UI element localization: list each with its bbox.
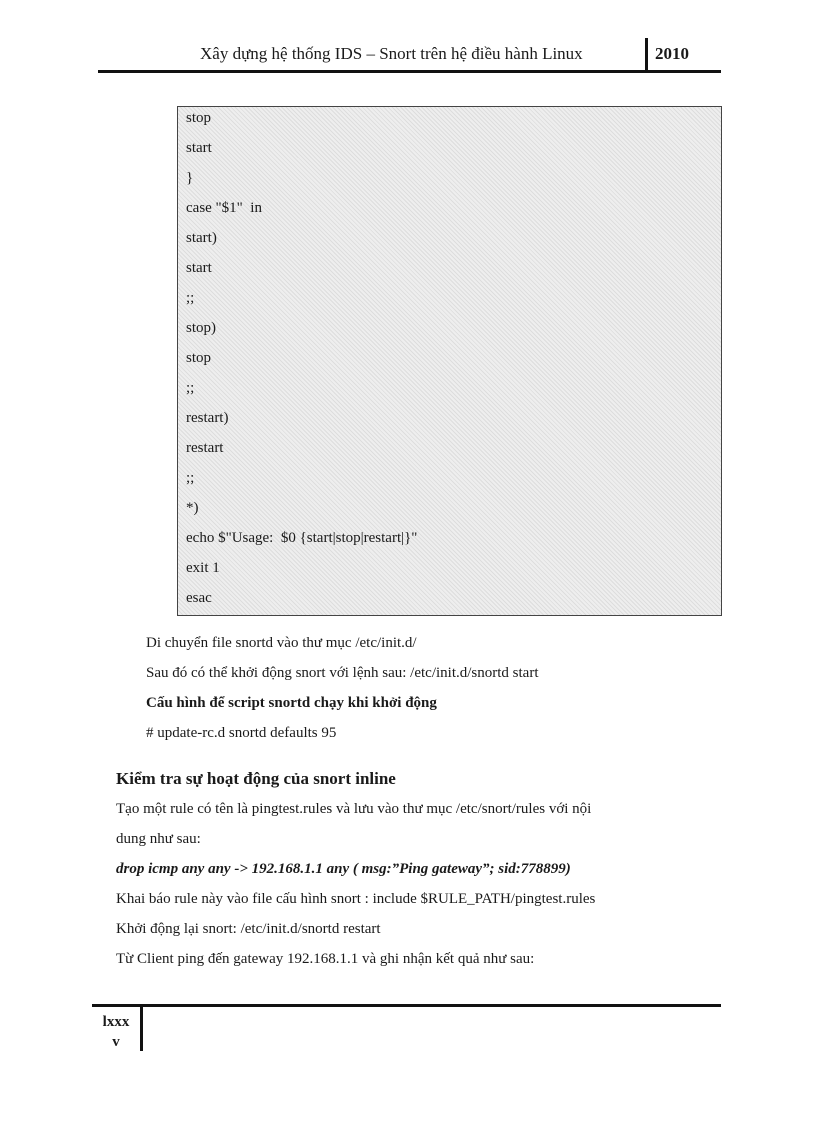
code-line: esac [186,590,212,606]
code-line: case "$1" in [186,200,262,216]
code-line: restart [186,440,224,456]
header-year: 2010 [655,44,689,63]
restart-text: Khởi động lại snort: /etc/init.d/snortd restart [116,921,381,937]
code-line: } [186,170,194,186]
declare-rule-text: Khai báo rule này vào file cấu hình snort : include $RULE_PATH/pingtest.rules [116,891,596,907]
header-separator [645,38,648,72]
header-title: Xây dựng hệ thống IDS – Snort trên hệ điều hành Linux [200,44,583,63]
ping-text: Từ Client ping đến gateway 192.168.1.1 và ghi nhận kết quả như sau: [116,951,535,967]
section-heading: Kiểm tra sự hoạt động của snort inline [116,769,396,788]
intro-text-line1: Tạo một rule có tên là pingtest.rules và lưu vào thư mục /etc/snort/rules với nội [116,801,592,817]
footer-separator [140,1005,143,1051]
page-number-line2: v [112,1034,120,1050]
code-line: ;; [186,470,195,486]
code-line: *) [186,500,199,516]
code-line: echo $"Usage: $0 {start|stop|restart|}" [186,530,418,546]
page-number-line1: lxxx [102,1014,130,1030]
code-line: stop [186,110,212,126]
code-block [177,106,722,616]
code-line: restart) [186,410,229,426]
code-line: stop [186,350,212,366]
footer-rule [92,1004,721,1007]
code-line: ;; [186,380,195,396]
config-heading: Cấu hình để script snortd chạy khi khởi động [146,695,437,711]
code-line: ;; [186,290,195,306]
code-line: exit 1 [186,560,220,576]
move-file-text: Di chuyển file snortd vào thư mục /etc/init.d/ [146,635,417,651]
intro-text-line2: dung như sau: [116,831,201,847]
page-number [94,1012,138,1052]
update-rc-command: # update-rc.d snortd defaults 95 [146,725,337,741]
code-line: start [186,260,212,276]
code-line: stop) [186,320,216,336]
header-rule [98,70,721,73]
start-command-text: Sau đó có thể khởi động snort với lệnh sau: /etc/init.d/snortd start [146,665,539,681]
rule-definition: drop icmp any any -> 192.168.1.1 any ( msg:”Ping gateway”; sid:778899) [116,861,571,877]
code-line: start) [186,230,217,246]
code-line: start [186,140,212,156]
